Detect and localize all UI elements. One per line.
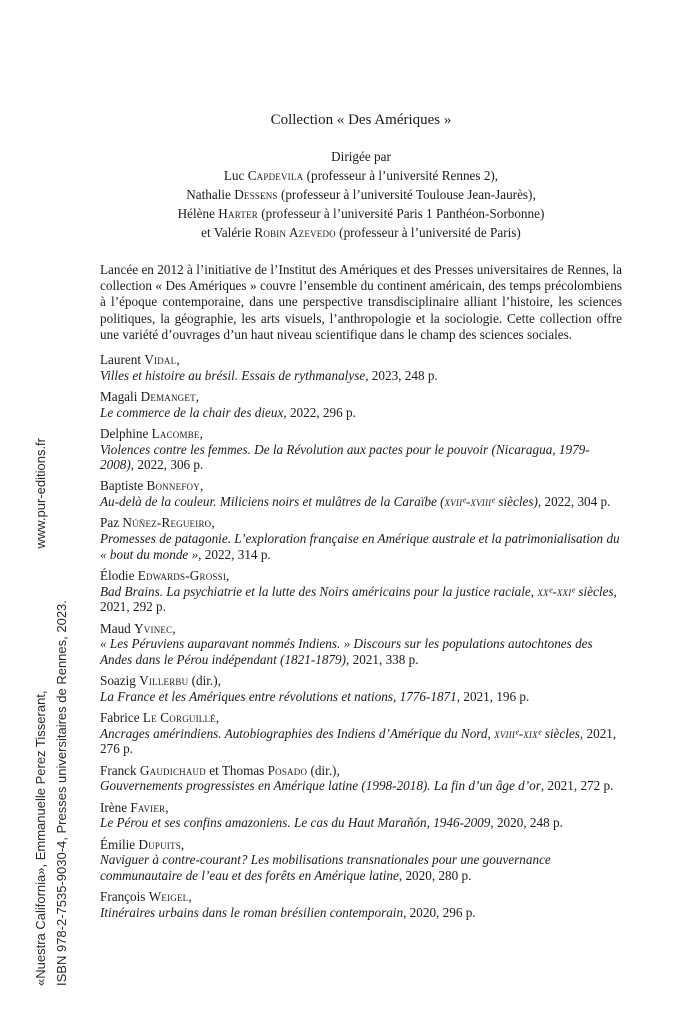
author-text: , (165, 799, 169, 815)
author-surname: Edwards-Grossi (137, 567, 227, 583)
book-entry (100, 710, 622, 757)
title-century: xxᵉ (537, 583, 553, 599)
director-surname: Robin Azevedo (254, 225, 336, 240)
author-text: , (226, 567, 230, 583)
author-text: François (100, 889, 149, 905)
book-author (100, 515, 622, 531)
book-title (100, 905, 403, 920)
author-surname: Favier (130, 799, 166, 815)
book-entry (100, 568, 622, 615)
book-entry (100, 800, 622, 831)
book-meta: , 2020, 248 p. (490, 815, 563, 831)
author-text: Laurent (100, 352, 145, 368)
book-entry (100, 426, 622, 473)
book-author (100, 352, 622, 368)
book-author (100, 568, 622, 584)
director-text: (professeur à l’université Paris 1 Panthéon-Sorbonne) (257, 206, 545, 221)
book-author (100, 621, 622, 637)
book-title (100, 815, 490, 830)
director-line (100, 223, 622, 242)
title-text: Bad Brains. La psychiatrie et la lutte des Noirs américains pour la justice raciale, (100, 583, 538, 599)
author-text: Paz (100, 515, 123, 531)
directed-by-label: Dirigée par (331, 149, 391, 164)
director-text: et Valérie (201, 225, 255, 240)
book-meta: , 2022, 296 p. (283, 404, 356, 420)
book-meta: , 2021, 338 p. (346, 651, 419, 667)
author-surname: Núñez-Regueiro (122, 515, 212, 531)
title-text: Au-delà de la couleur. Miliciens noirs et mulâtres de la Caraïbe ( (100, 494, 445, 510)
author-text: (dir.), (188, 673, 221, 689)
book-entry (100, 621, 622, 668)
book-title (100, 405, 283, 420)
director-surname: Capdevila (247, 168, 304, 183)
author-surname: Lacombe (151, 425, 200, 441)
book-title-line (100, 852, 622, 883)
director-line (100, 185, 622, 204)
spine-info (30, 438, 74, 986)
author-surname: Gaudichaud (139, 762, 206, 778)
book-title-line (100, 636, 622, 667)
book-title-line (100, 689, 622, 705)
author-text: Émilie (100, 836, 139, 852)
title-text: Ancrages amérindiens. Autobiographies des Indiens d’Amérique du Nord, (100, 725, 495, 741)
spine-line1 (30, 438, 51, 986)
author-text: Magali (100, 388, 141, 404)
author-surname: Bonnefoy (146, 478, 200, 494)
author-text: , (188, 889, 192, 905)
author-text: Maud (100, 620, 135, 636)
author-text: , (195, 388, 200, 404)
book-title-line (100, 778, 622, 794)
author-text: Soazig (100, 673, 140, 689)
spine-title-author: «Nuestra California», Emmanuelle Perez Tisserant, (33, 690, 48, 986)
title-text: Itinéraires urbains dans le roman brésilien contemporain (100, 904, 404, 920)
author-surname: Demanget (140, 388, 196, 404)
intro-paragraph: Lancée en 2012 à l’initiative de l’Institut des Amériques et des Presses universitaires de Rennes, la collection « Des Amériques » couvre l’ensemble du continent américain, des temps précolombiens à l’époque contemporaine, dans une perspective transdisciplinaire alliant l’histoire, les sciences politiques, la géographie, les arts visuels, l’anthropologie et la sociologie. Cette collection offre une variété d’ouvrages d’un haut niveau scientifique dans le champ des sciences sociales. (100, 262, 622, 342)
author-text: (dir.), (307, 762, 340, 778)
director-text: Hélène (177, 206, 219, 221)
book-author (100, 673, 622, 689)
book-meta: , 2021, 292 p. (100, 583, 617, 615)
book-title-line (100, 905, 622, 921)
book-title-line (100, 368, 622, 384)
book-meta: , 2022, 306 p. (130, 457, 204, 473)
spine-line2 (51, 438, 72, 986)
page-content (100, 112, 622, 921)
author-text: , (211, 515, 215, 531)
title-text: - (465, 494, 471, 510)
author-text: et Thomas (205, 762, 268, 778)
director-text: (professeur à l’université Rennes 2), (303, 168, 499, 183)
author-text: Irène (100, 799, 131, 815)
book-author (100, 426, 622, 442)
author-text: , (172, 620, 176, 636)
title-text: siècles (575, 583, 614, 599)
title-text: Violences contre les femmes. De la Révolution aux pactes pour le pouvoir (Nicaragua, 1979-2008) (100, 441, 590, 473)
author-surname: Yvinec (134, 620, 173, 636)
author-surname: Vidal (144, 352, 177, 368)
title-century: xixᵉ (523, 725, 542, 741)
title-century: xviiiᵉ (470, 494, 496, 510)
book-author (100, 710, 622, 726)
director-text: Nathalie (186, 187, 235, 202)
book-entry (100, 763, 622, 794)
book-author (100, 389, 622, 405)
book-entry (100, 837, 622, 884)
title-text: Le commerce de la chair des dieux (100, 404, 284, 420)
book-meta: , 2023, 248 p. (365, 367, 438, 383)
title-text: Naviguer à contre-courant? Les mobilisations transnationales pour une gouvernance communautaire de l’eau et des forêts en Amérique latine (100, 852, 551, 883)
book-title-line (100, 584, 622, 615)
book-title (100, 689, 457, 704)
author-surname: Posado (267, 762, 308, 778)
author-surname: Le Corguillé (142, 710, 216, 726)
title-century: xviiiᵉ (494, 725, 519, 741)
title-text: La France et les Amériques entre révolutions et nations, 1776-1871 (100, 688, 457, 704)
title-text: Le Pérou et ses confins amazoniens. Le cas du Haut Marañón, 1946-2009 (100, 815, 491, 831)
book-title (100, 852, 551, 883)
spine-isbn: ISBN 978-2-7535-9030-4, Presses universitaires de Rennes, 2023. (54, 600, 69, 986)
author-text: Franck (100, 762, 140, 778)
title-century: xviiᵉ (444, 494, 466, 510)
book-author (100, 837, 622, 853)
book-meta: , 2022, 314 p. (198, 546, 271, 562)
book-title-line (100, 494, 622, 510)
director-surname: Harter (218, 206, 258, 221)
book-author (100, 889, 622, 905)
title-text: Gouvernements progressistes en Amérique latine (1998-2018). La fin d’un âge d’or (100, 778, 541, 794)
book-title-line (100, 726, 622, 757)
director-surname: Dessens (234, 187, 278, 202)
author-text: , (180, 836, 185, 852)
title-century: xxiᵉ (556, 583, 576, 599)
book-author (100, 763, 622, 779)
book-entry (100, 478, 622, 509)
author-surname: Villerbu (139, 673, 189, 689)
book-entry (100, 515, 622, 562)
book-title (100, 368, 365, 383)
book-title-line (100, 405, 622, 421)
author-surname: Dupuits (138, 836, 181, 852)
title-text: Villes et histoire au brésil. Essais de rythmanalyse (100, 367, 366, 383)
book-title (100, 531, 620, 562)
title-text: - (552, 583, 557, 599)
author-text: , (215, 710, 220, 726)
title-text: siècles) (495, 494, 538, 510)
author-text: Baptiste (100, 478, 147, 494)
author-text: Delphine (100, 425, 152, 441)
title-text: siècles (541, 725, 580, 741)
book-entry (100, 673, 622, 704)
book-title (100, 778, 541, 793)
book-meta: , 2020, 296 p. (403, 904, 476, 920)
book-title (100, 726, 580, 741)
author-text: , (199, 478, 204, 494)
collection-title: Collection « Des Amériques » (270, 112, 452, 128)
spine-url: www.pur-editions.fr (33, 438, 48, 549)
book-entry (100, 389, 622, 420)
author-text: Fabrice (100, 710, 143, 726)
book-meta: , 2021, 272 p. (540, 778, 614, 794)
author-text: , (199, 425, 203, 441)
directed-by-block (100, 147, 622, 242)
title-text: Promesses de patagonie. L’exploration française en Amérique australe et la patrimonialisation du « bout du monde » (100, 531, 620, 562)
book-author (100, 800, 622, 816)
book-title-line (100, 815, 622, 831)
book-author (100, 478, 622, 494)
director-line (100, 204, 622, 223)
director-text: (professeur à l’université Toulouse Jean-Jaurès), (277, 187, 536, 202)
book-title (100, 494, 538, 509)
book-entry (100, 889, 622, 920)
author-text: , (176, 352, 180, 368)
directors-list (100, 166, 622, 242)
book-entry (100, 352, 622, 383)
book-meta: , 2021, 276 p. (100, 725, 617, 757)
book-title (100, 584, 614, 599)
book-meta: , 2022, 304 p. (537, 494, 611, 510)
author-text: Élodie (100, 567, 138, 583)
book-meta: , 2020, 280 p. (398, 867, 472, 883)
books-list (100, 352, 622, 921)
director-line (100, 166, 622, 185)
title-text: « Les Péruviens auparavant nommés Indiens. » Discours sur les populations autochtones des Andes dans le Pérou indépendant (1821-1879) (100, 636, 593, 667)
book-title-line (100, 531, 622, 562)
title-text: - (518, 725, 524, 741)
director-text: (professeur à l’université de Paris) (335, 225, 521, 240)
book-title-line (100, 442, 622, 473)
director-text: Luc (223, 168, 248, 183)
book-meta: , 2021, 196 p. (456, 688, 530, 704)
author-surname: Weigel (148, 889, 189, 905)
